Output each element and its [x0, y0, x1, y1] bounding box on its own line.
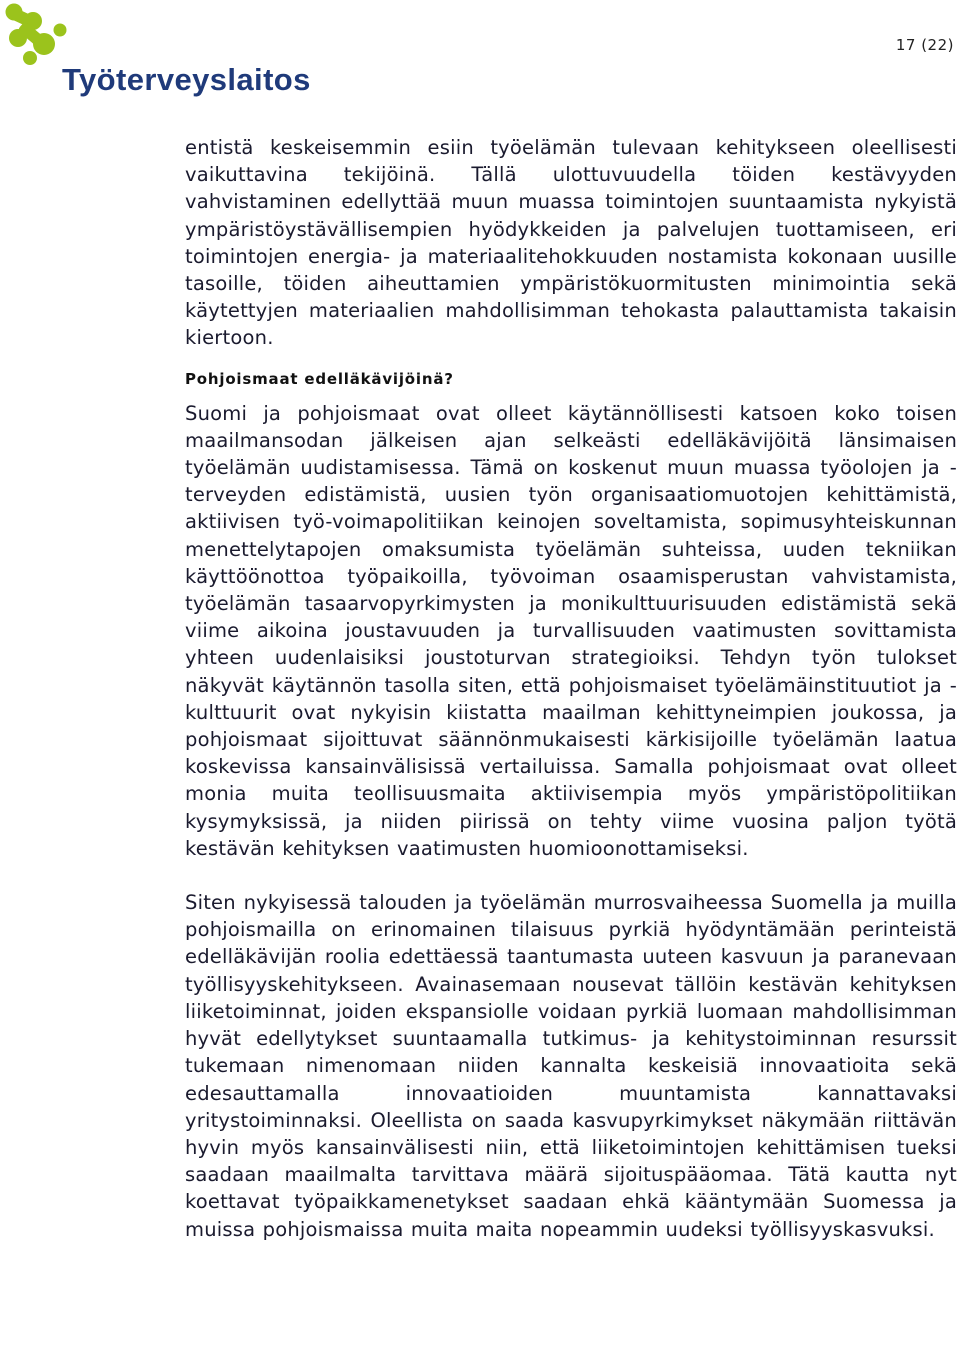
page-number: 17 (22): [895, 36, 954, 54]
paragraph-3: Siten nykyisessä talouden ja työelämän murrosvaiheessa Suomella ja muilla pohjoismailla on erinomainen tilaisuus pyrkiä hyödyntämään perinteistä edelläkävijän roolia edettäessä taantumasta uuteen kasvuun ja paranevaan työllisyyskehitykseen. Avainasemaan nousevat tällöin kestävän kehityksen liiketoiminnat, joiden ekspansiolle voidaan pyrkiä luomaan mahdollisimman hyvät edellytykset suuntaamalla tutkimus- ja kehitystoiminnan resurssit tukemaan nimenomaan niiden kannalta keskeisiä innovaatioita sekä edesauttamalla innovaatioiden muuntamista kannattavaksi yritystoiminnaksi. Oleellista on saada kasvupyrkimykset näkymään riittävän hyvin myös kansainvälisesti niin, että liiketoimintojen kehittämisen tueksi saadaan maailmalta tarvittava määrä sijoituspääomaa. Tätä kautta nyt koettavat työpaikkamenetykset saadaan ehkä kääntymään Suomessa ja muissa pohjoismaissa muita maita nopeammin uudeksi työllisyyskasvuksi.: [185, 891, 957, 1241]
logo-text: Työterveyslaitos: [62, 62, 311, 97]
section-heading: Pohjoismaat edelläkävijöinä?: [185, 369, 454, 388]
logo: [0, 0, 320, 110]
paragraph-1: entistä keskeisemmin esiin työelämän tulevaan kehitykseen oleellisesti vaikuttavina tekijöinä. Tällä ulottuvuudella töiden kestävyyden vahvistaminen edellyttää muun muassa toimintojen suuntaamista nykyistä ympäristöystävällisempien hyödykkeiden ja palvelujen tuottamiseen, eri toimintojen energia- ja materiaalitehokkuuden nostamista kokonaan uusille tasoille, töiden aiheuttamien ympäristökuormitusten minimointia sekä käytettyjen materiaalien mahdollisimman tehokasta palauttamista takaisin kiertoon.: [185, 136, 957, 350]
document-body: [185, 134, 957, 1243]
paragraph-2: Suomi ja pohjoismaat ovat olleet käytännöllisesti katsoen koko toisen maailmansodan jälkeisen ajan selkeästi edelläkävijöitä länsimaisen työelämän uudistamisessa. Tämä on koskenut muun muassa työolojen ja -terveyden edistämistä, uusien työn organisaatiomuotojen kehittämistä, aktiivisen työ-voimapolitiikan keinojen soveltamista, sopimusyhteiskunnan menettelytapojen omaksumista työelämän suhteissa, uuden tekniikan käyttöönottoa työpaikoilla, työvoiman osaamisperustan vahvistamista, työelämän tasaarvopyrkimysten ja monikulttuurisuuden edistämistä sekä viime aikoina joustavuuden ja turvallisuuden vaatimusten sovittamista yhteen uudenlaisiksi joustoturvan strategioiksi. Tehdyn työn tulokset näkyvät käytännön tasolla siten, että pohjoismaiset työelämäinstituutiot ja -kulttuurit ovat nykyisin kiistatta maailman kehittyneimpien joukossa, ja pohjoismaat sijoittuvat säännönmukaisesti kärkisijoille työelämän laatua koskevissa kansainvälisissä vertailuissa. Samalla pohjoismaat ovat olleet monia muita teollisuusmaita aktiivisempia myös ympäristöpolitiikan kysymyksissä, ja niiden piirissä on tehty viime vuosina paljon työtä kestävän kehityksen vaatimusten huomioonottamiseksi.: [185, 401, 957, 860]
